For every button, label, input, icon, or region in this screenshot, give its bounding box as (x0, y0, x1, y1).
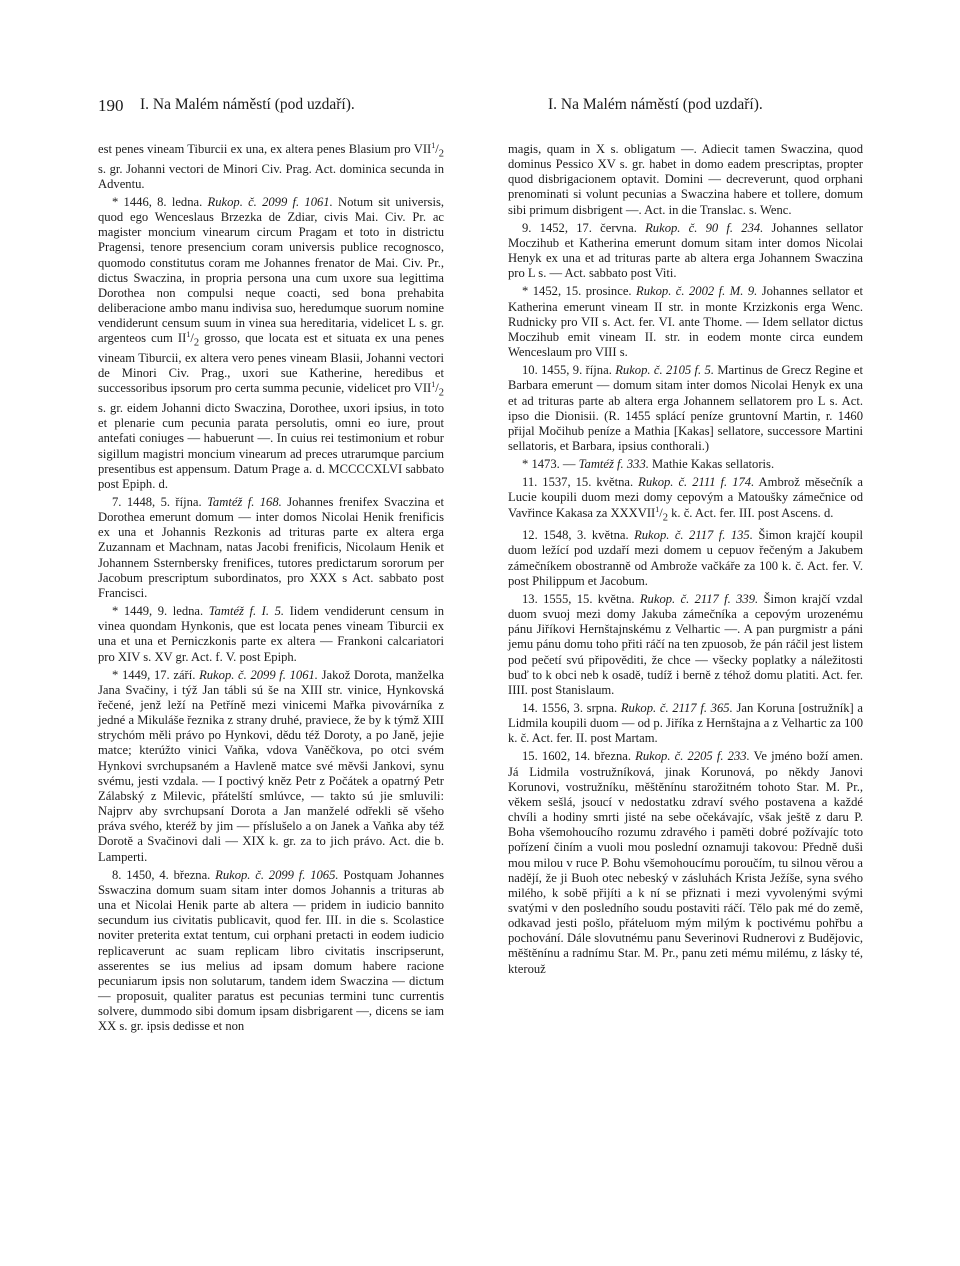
left-running-head: I. Na Malém náměstí (pod uzdaří). (140, 96, 355, 113)
paragraph: 8. 1450, 4. března. Rukop. č. 2099 f. 1065. Postquam Johannes Sswaczina domum suam sitam inter domos Johannis a trituras ab una et Nicolai Henik parte ab altera — pridem in iudicio bannito secundum ius civitatis publicavit, quod fer. III. in die s. Scolastice noviter preterita extat tentum, cui orphani pretacti in eodem iudicio replicaverunt ac suam replicam libro civitatis inscripserunt, asserentes se ius melius ad ipsam domum habere racione pecuniarum ipsis non solutarum, tandem idem Swaczina — dictum — proposuit, qualiter paratus est pecunias termini tunc currentis solvere, dummodo sibi domum ipsam disbrigarent —, dicens se iam XX s. gr. ipsis dedisse et non (98, 867, 444, 1034)
paragraph: magis, quam in X s. obligatum —. Adiecit tamen Swaczina, quod dominus Pessico XV s. gr. habet in domo eadem prescriptas, propter quod disbrigacionem optavit. Domini — decreverunt, quod orphani prenominati si volunt pecunias a Swaczina habere et tollere, domum sibi primum disbrigent —. Act. in die Translac. s. Wenc. (508, 142, 863, 217)
paragraph: 14. 1556, 3. srpna. Rukop. č. 2117 f. 365. Jan Koruna [ostružník] a Lidmila koupili duom — od p. Jiříka z Hernštajna a z Velhartic za 100 k. č. Act. fer. II. post Martam. (508, 700, 864, 746)
paragraph: 9. 1452, 17. června. Rukop. č. 90 f. 234. Johannes sellator Moczihub et Katherina emerunt domum sitam inter domos Nicolai Henyk ex una et ad trituras parte ab altera erga Johannem Swaczina pro L s. — Act. sabbato post Viti. (508, 220, 863, 281)
paragraph: 10. 1455, 9. října. Rukop. č. 2105 f. 5. Martinus de Grecz Regine et Barbara emerunt — domum sitam inter domos Nicolai Henyk ex una et ad trituras parte ab altera erga Johannem sellatorem pro L s. Act. ipso die Dionisii. (R. 1455 splácí peníze gruntovní Martin, r. 1460 přijal Močihub peníze a Mathia [Kakas] sellatore, successore Martini sellatoris, et Barbara, ipsius conthorali.) (508, 363, 863, 453)
paragraph: est penes vineam Tiburcii ex una, ex altera penes Blasium pro $VII^1/_2$ s. gr. Johanni vectori de Minori Civ. Prag. Act. dominica secunda in Adventu. (98, 140, 444, 191)
paragraph: * 1452, 15. prosince. Rukop. č. 2002 f. M. 9. Johannes sellator et Katherina emerunt vineam II str. in monte Krzizkonis erga Wenc. Rudnicky pro VII s. Act. fer. VI. ante Thome. — Idem sellator dictus Moczihub emit vineam II. str. in eodem monte circa eundem Wenceslaum pro VIII s. (508, 284, 863, 360)
paragraph: 15. 1602, 14. března. Rukop. č. 2205 f. 233. Ve jméno boží amen. Já Lidmila vostružníková, jinak Korunová, po někdy Janovi Korunovi, vostružníku, měštěnínu starožitném tohoto Star. M. Pr., věkem sešlá, jsoucí v nedostatku zdraví svého postavena a každé chvíli a hodiny smrti jisté na sebe očekávajíc, však ještě z daru P. Boha všemohoucího rozumu zdravého i paměti dobré požívajíc toto pořízení činím a vuoli mou poslední oznamuji takovou: Předně duši mou milou v ruce P. Bohu všemohoucímu poroučím, tu silnou věrou a nadějí, že ji Buoh otec nebeský v zásluhách Krista Ježíše, syna svého milého, k sobě přijíti a k ní se přiznati i mezi vyvolenými svými svatými v den posledního soudu postaviti ráčí. Tělo pak mé do země, odkavad jesti pošlo, přáteluom mým milým k poctivému pohřbu a pochování. Dále slovutnému panu Severinovi Rudnerovi z Budějovic, měštěnínu a radnímu Star. M. Pr., panu zeti mému milému, z lásky té, kterouž (508, 749, 863, 976)
page-number: 190 (98, 96, 124, 115)
left-text-column (98, 142, 444, 1034)
paragraph: * 1449, 17. září. Rukop. č. 2099 f. 1061. Jakož Dorota, manželka Jana Svačiny, i týž Jan tábli sú še na XIII str. vinice, Hynkovská řečené, jenž leží na Petříně mezi vinicemi Mařka pivovárníka z jedné a Mikuláše řeznika z strany druhé, praviece, že by k týmž XIII strychóm měli právo po Hynkovi, dědu též Doroty, a po Janě, jejie matce; kterúžto vinici Vaňka, vdova Vaněčkova, po otci svém Hynkovi svrchupsaném a Havleně matce své měvši Jankovi, synu svému, jesti vzdala. — I poctivý kněz Petr z Počátek a opatrný Petr Zálabský z Milevic, přátelští smlúvce, — takto sú jie smluvili: Najprv aby svrchupsaní Dorota a Jan manželé odřekli sě všeho práva svého, kteréž by jim — příslušelo a on Janek a Vaňka aby též Dorotě a Svačinovi dali — XIX k. gr. za to jich právo. Act. die b. Lamperti. (98, 667, 444, 864)
paragraph: 13. 1555, 15. května. Rukop. č. 2117 f. 339. Šimon krajčí vzdal duom svuoj mezi domy Jakuba zámečníka a cepovým urozenému pánu Jiříkovi Hernštajnskému z Velhartic —. A pan purgmistr a páni jemu pánu domu toho přiti ráčí na ten zpuosob, že pán ráčil jest listem pod pečetí svú připověditi, že chce — všecky poplatky a náležitosti buď to k obci neb k osadě, tudíž i berně z téhož domu platiti. Act. fer. IIII. post Stanislaum. (508, 591, 864, 697)
right-running-head: I. Na Malém náměstí (pod uzdaří). (548, 96, 763, 113)
paragraph: * 1449, 9. ledna. Tamtéž f. I. 5. Iidem vendiderunt censum in vinea quondam Hynkonis, que est locata penes vineam Tiburcii ex una et una et Perniczkonis parte ex altera — Frankoni calcariatori pro XIV s. XV gr. Act. f. V. post Epiph. (98, 604, 445, 664)
paragraph: 11. 1537, 15. května. Rukop. č. 2111 f. 174. Ambrož měsečník a Lucie koupili duom mezi domy cepovým a Matoušky zámečnice od Vavřince Kakasa za $XXXVII^1/_2$ k. č. Act. fer. III. post Ascens. d. (508, 475, 863, 524)
paragraph: 12. 1548, 3. května. Rukop. č. 2117 f. 135. Šimon krajčí koupil duom ležící pod uzdaří mezi domem u cepuov řečeným a Jakubem zámečníkem obostranně od Ambrože vačkáře za 100 k. č. Act. fer. V. post Philippum et Jacobum. (508, 528, 863, 588)
right-text-column (508, 142, 863, 977)
paragraph: 7. 1448, 5. října. Tamtéž f. 168. Johannes frenifex Svaczina et Dorothea emerunt domum — inter domos Nicolai Henik frenificis ex una et Johannis Rezkonis ad trituras parte ex altera erga Zuzannam et Machnam, natas Jacobi frenificis, Nicolaum Henik et Johannem Ssternbersky frenifices, tutores predictarum sororum per Jacobum prescriptum subordinatos, pro XXX s Act. sabbato post Francisci. (98, 494, 444, 600)
running-header (0, 96, 960, 122)
paragraph: * 1446, 8. ledna. Rukop. č. 2099 f. 1061. Notum sit universis, quod ego Wenceslaus Brzezka de Zdiar, civis Mai. Civ. Pr. ac magister moncium vinearum circum Pragam et toto in districtu Pragensi, tenore presencium coram universis publice recognosco, quomodo constitutus coram me Johannes frenator de Mai. Civ. Pr., dictus Swaczina, in propria persona una cum uxore sua legittima Dorothea non compulsi neque coacti, sed bona prehabita deliberacione ambo manu indivisa suo, heredumque suorum nomine vendiderunt censum suum in vinea sua hereditaria, videlicet L s. gr. argenteos cum $II^1/_2$ grosso, que locata est et situata ex una penes vineam Tiburcii, ex altera vero penes vineam Blasii, Johanni vectori de Minori Civ. Prag., uxori sue Katherine, heredibus et successoribus ipsorum pro certa summa pecunie, videlicet pro $VII^1/_2$ s. gr. eidem Johanni dicto Swaczina, Dorothee, uxori ipsius, in toto et plenarie cum pecunia parata persolutis, omni eo iure, prout antefati coniuges — habuerunt —. In cuius rei testimonium et robur sigillum magistri moncium vinearum ad preces utrarumque parcium presentibus est appensum. Datum Prage a. d. MCCCCXLVI sabbato post Epiph. d. (98, 194, 445, 491)
paragraph: * 1473. — Tamtéž f. 333. Mathie Kakas sellatoris. (522, 457, 775, 472)
